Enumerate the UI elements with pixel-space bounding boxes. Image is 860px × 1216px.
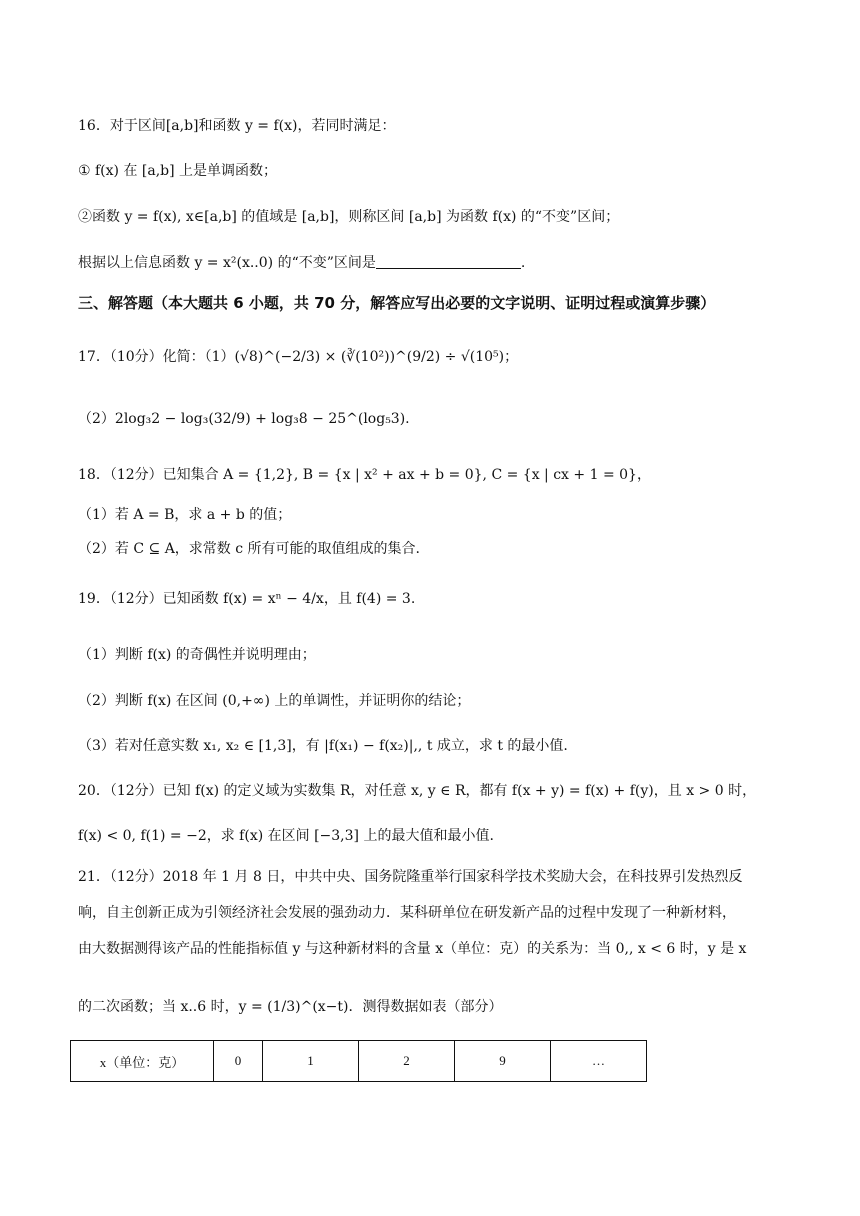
q20-line2: f(x) < 0, f(1) = −2，求 f(x) 在区间 [−3,3] 上的最大值和最小值. bbox=[78, 828, 494, 844]
q19-line2: （1）判断 f(x) 的奇偶性并说明理由； bbox=[78, 647, 316, 663]
table-header-cell: x（单位：克） bbox=[71, 1041, 214, 1082]
answer-blank bbox=[376, 254, 521, 269]
table-cell: 9 bbox=[455, 1041, 551, 1082]
q19-line4: （3）若对任意实数 x₁, x₂ ∈ [1,3]，有 |f(x₁) − f(x₂)|,, t 成立，求 t 的最小值. bbox=[78, 738, 568, 754]
q16-line4 bbox=[78, 252, 820, 274]
q21-line1: 21．（12分）2018 年 1 月 8 日，中共中央、国务院隆重举行国家科学技术奖励大会，在科技界引发热烈反 bbox=[78, 869, 743, 885]
q17-part1: 17．（10分）化简：（1）(√8)^(−2/3) × (∛(10²))^(9/2) ÷ √(10⁵)； bbox=[78, 349, 519, 365]
q21-line4: 的二次函数；当 x..6 时，y = (1/3)^(x−t)．测得数据如表（部分） bbox=[78, 999, 503, 1015]
table-cell: 1 bbox=[263, 1041, 359, 1082]
data-table bbox=[70, 1040, 647, 1082]
table-cell: … bbox=[551, 1041, 647, 1082]
q18-line2: （1）若 A = B，求 a + b 的值； bbox=[78, 507, 292, 523]
q18-line3: （2）若 C ⊆ A，求常数 c 所有可能的取值组成的集合. bbox=[78, 541, 421, 557]
q16-line4-end: . bbox=[520, 255, 526, 271]
q21-line2: 响，自主创新正成为引领经济社会发展的强劲动力．某科研单位在研发新产品的过程中发现了一种新材料， bbox=[78, 905, 736, 921]
q17-part2: （2）2log₃2 − log₃(32/9) + log₃8 − 25^(log₅3). bbox=[78, 411, 410, 427]
table-cell: 0 bbox=[214, 1041, 263, 1082]
q20-line1: 20．（12分）已知 f(x) 的定义域为实数集 R，对任意 x, y ∈ R，都有 f(x + y) = f(x) + f(y)，且 x > 0 时， bbox=[78, 783, 757, 799]
q16-line3: ②函数 y = f(x), x∈[a,b] 的值域是 [a,b]，则称区间 [a,b] 为函数 f(x) 的“不变”区间； bbox=[78, 209, 620, 225]
q16-line4-text: 根据以上信息函数 y = x²(x..0) 的“不变”区间是 bbox=[78, 255, 376, 271]
q18-line1: 18．（12分）已知集合 A = {1,2}, B = {x | x² + ax + b = 0}, C = {x | cx + 1 = 0}， bbox=[78, 467, 651, 483]
q16-line1: 16．对于区间[a,b]和函数 y = f(x)，若同时满足： bbox=[78, 118, 396, 134]
table-row bbox=[71, 1041, 647, 1082]
section-3-heading: 三、解答题（本大题共 6 小题，共 70 分，解答应写出必要的文字说明、证明过程或演算步骤） bbox=[78, 294, 716, 312]
q16-line2: ① f(x) 在 [a,b] 上是单调函数； bbox=[78, 163, 278, 179]
table-cell: 2 bbox=[359, 1041, 455, 1082]
q21-line3: 由大数据测得该产品的性能指标值 y 与这种新材料的含量 x（单位：克）的关系为：当 0,, x < 6 时，y 是 x bbox=[78, 941, 747, 957]
q19-line3: （2）判断 f(x) 在区间 (0,+∞) 上的单调性，并证明你的结论； bbox=[78, 693, 471, 709]
q19-line1: 19．（12分）已知函数 f(x) = xⁿ − 4/x，且 f(4) = 3. bbox=[78, 591, 416, 607]
